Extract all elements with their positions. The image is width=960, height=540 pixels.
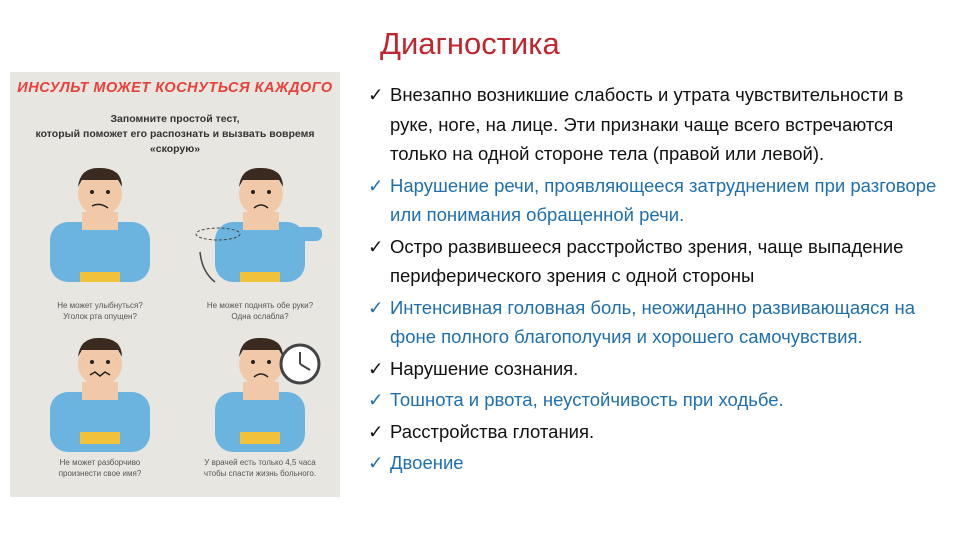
poster-caption: Не может улыбнуться? Уголок рта опущен? — [57, 301, 143, 321]
list-item: ✓ Интенсивная головная боль, неожиданно развивающаяся на фоне полного благополучия и хорошего самочувствия. — [368, 293, 948, 352]
symptom-list — [368, 80, 948, 480]
list-item: ✓ Внезапно возникшие слабость и утрата чувствительности в руке, ноге, на лице. Эти признаки чаще всего встречаются только на одной стороне тела (правой или левой). — [368, 80, 948, 169]
clock-icon — [281, 345, 319, 383]
stroke-poster-image — [10, 72, 340, 497]
poster-caption: Не может поднять обе руки? Одна ослабла? — [206, 301, 314, 321]
list-item: ✓ Расстройства глотания. — [368, 417, 948, 447]
poster-subtitle: Запомните простой тест, который поможет его распознать и вызвать вовремя «скорую» — [35, 113, 315, 155]
check-icon: ✓ — [368, 174, 384, 196]
figure-speech-test — [50, 338, 150, 452]
poster-caption: Не может разборчиво произнести свое имя? — [58, 458, 142, 478]
check-icon: ✓ — [368, 84, 384, 105]
check-icon: ✓ — [368, 357, 384, 379]
check-icon: ✓ — [368, 452, 384, 473]
slide-title: Диагностика — [380, 26, 560, 61]
list-item: ✓ Двоение — [368, 448, 948, 478]
check-icon: ✓ — [368, 389, 384, 410]
list-item: ✓ Нарушение сознания. — [368, 354, 948, 384]
check-icon: ✓ — [368, 420, 384, 442]
poster-illustrations — [10, 72, 340, 497]
check-icon: ✓ — [368, 296, 384, 318]
poster-caption: У врачей есть только 4,5 часа чтобы спасти жизнь больного. — [203, 458, 317, 478]
list-item: ✓ Тошнота и рвота, неустойчивость при ходьбе. — [368, 385, 948, 415]
list-item: ✓ Нарушение речи, проявляющееся затруднением при разговоре или понимания обращенной речи. — [368, 171, 948, 230]
figure-arm-test — [196, 168, 322, 282]
check-icon: ✓ — [368, 235, 384, 257]
figure-smile-test — [50, 168, 150, 282]
list-item: ✓ Остро развившееся расстройство зрения, чаще выпадение периферического зрения с одной стороны — [368, 232, 948, 291]
poster-title: ИНСУЛЬТ МОЖЕТ КОСНУТЬСЯ КАЖДОГО — [17, 80, 333, 96]
